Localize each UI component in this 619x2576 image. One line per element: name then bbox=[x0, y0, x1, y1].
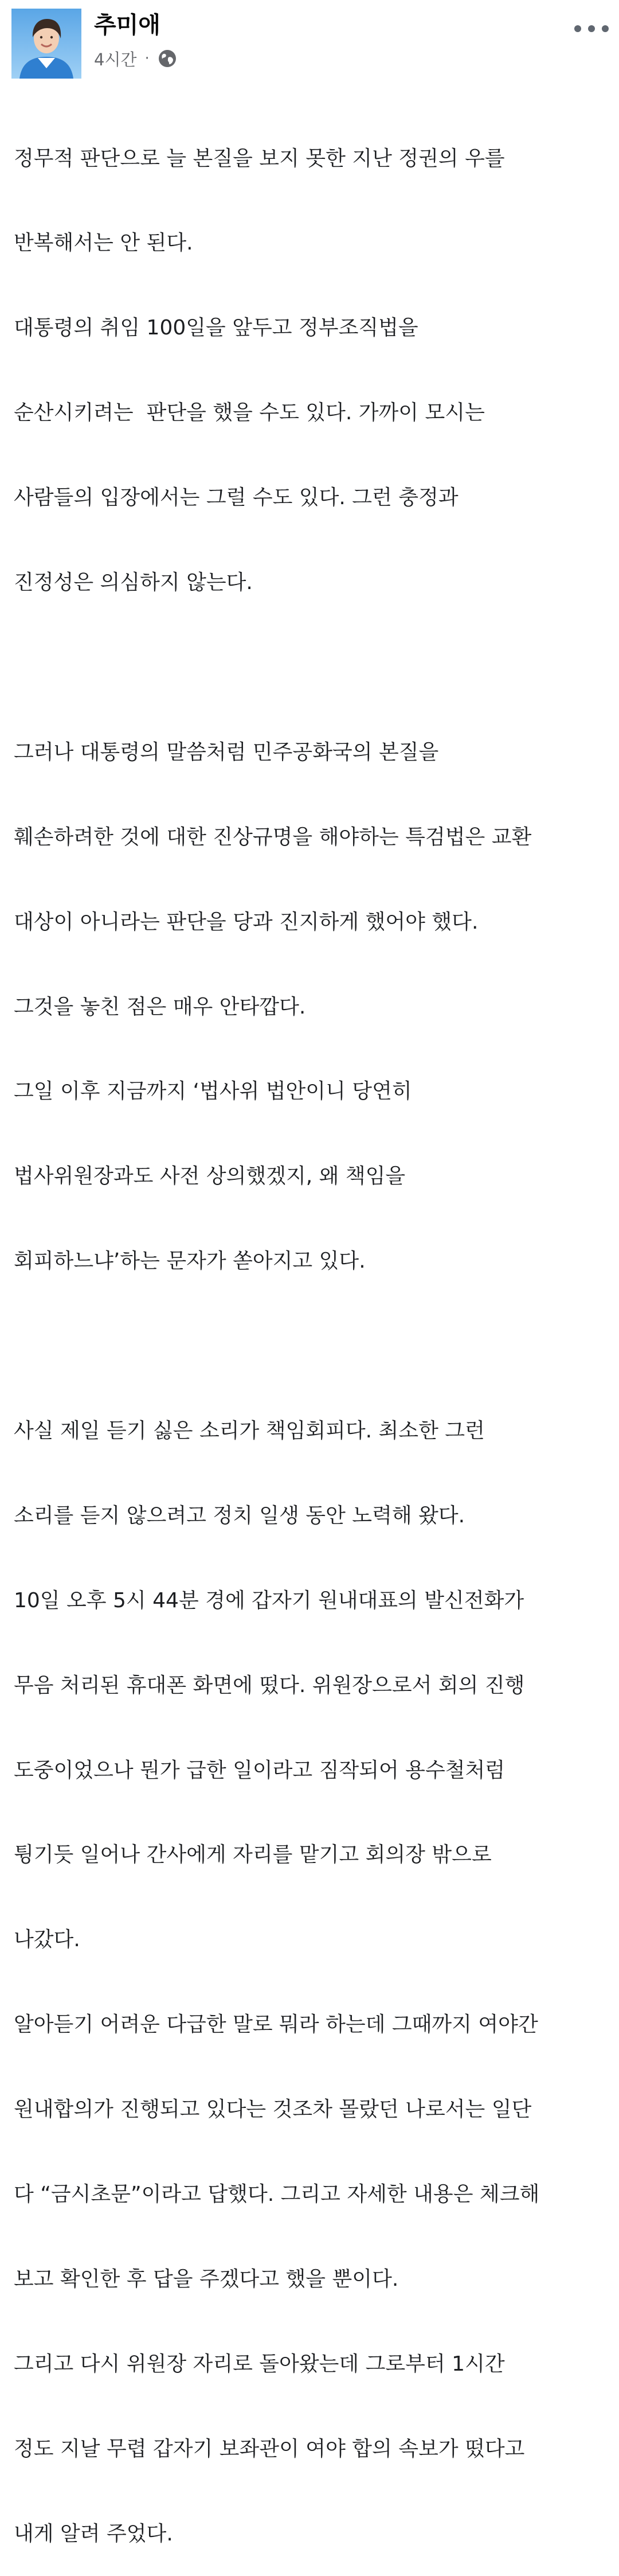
more-dot bbox=[574, 25, 581, 32]
more-dot bbox=[588, 25, 595, 32]
post-text-line: 반복해서는 안 된다. bbox=[14, 231, 193, 255]
post-text-line: 그것을 놓친 점은 매우 안타깝다. bbox=[14, 995, 306, 1019]
post-time[interactable]: 4시간 bbox=[94, 49, 137, 69]
post-text-line: 사람들의 입장에서는 그럴 수도 있다. 그런 충정과 bbox=[14, 486, 459, 510]
post-text-line: 회피하느냐’하는 문자가 쏟아지고 있다. bbox=[14, 1249, 366, 1273]
post-text-line: 순산시키려는 판단을 했을 수도 있다. 가까이 모시는 bbox=[14, 401, 485, 425]
post-body bbox=[14, 88, 610, 2576]
post-text-line: 10일 오후 5시 44분 경에 갑자기 원내대표의 발신전화가 bbox=[14, 1588, 524, 1612]
more-options-icon[interactable] bbox=[574, 17, 609, 40]
post-text-line: 튕기듯 일어나 간사에게 자리를 맡기고 회의장 밖으로 bbox=[14, 1843, 492, 1867]
author-avatar[interactable] bbox=[11, 9, 81, 79]
meta-separator: · bbox=[144, 50, 150, 67]
globe-icon[interactable] bbox=[158, 49, 177, 68]
post-meta bbox=[94, 46, 177, 71]
post-text-line: 대통령의 취임 100일을 앞두고 정부조직법을 bbox=[14, 316, 418, 340]
more-dot bbox=[602, 25, 609, 32]
post-text-line: 그리고 다시 위원장 자리로 돌아왔는데 그로부터 1시간 bbox=[14, 2352, 505, 2376]
post-text-line: 무음 처리된 휴대폰 화면에 떴다. 위원장으로서 회의 진행 bbox=[14, 1673, 525, 1697]
post-text-line: 사실 제일 듣기 싫은 소리가 책임회피다. 최소한 그런 bbox=[14, 1418, 485, 1443]
post-text-line: 알아듣기 어려운 다급한 말로 뭐라 하는데 그때까지 여야간 bbox=[14, 2013, 538, 2037]
avatar-photo bbox=[11, 9, 81, 79]
post-text-line: 다 “금시초문”이라고 답했다. 그리고 자세한 내용은 체크해 bbox=[14, 2182, 540, 2206]
post-text-line: 정도 지날 무렵 갑자기 보좌관이 여야 합의 속보가 떴다고 bbox=[14, 2437, 525, 2461]
post-text-line: 도중이었으나 뭔가 급한 일이라고 짐작되어 용수철처럼 bbox=[14, 1758, 506, 1782]
post-text-line: 원내합의가 진행되고 있다는 것조차 몰랐던 나로서는 일단 bbox=[14, 2098, 532, 2122]
post-text-line: 대상이 아니라는 판단을 당과 진지하게 했어야 했다. bbox=[14, 910, 479, 934]
post-text-line: 소리를 듣지 않으려고 정치 일생 동안 노력해 왔다. bbox=[14, 1503, 465, 1527]
post-text-line: 그러나 대통령의 말씀처럼 민주공화국의 본질을 bbox=[14, 740, 439, 764]
post-header bbox=[0, 0, 619, 80]
post-text-line: 보고 확인한 후 답을 주겠다고 했을 뿐이다. bbox=[14, 2267, 399, 2291]
post-text-line: 훼손하려한 것에 대한 진상규명을 해야하는 특검법은 교환 bbox=[14, 825, 532, 849]
post-text-line: 진정성은 의심하지 않는다. bbox=[14, 571, 253, 595]
author-name[interactable]: 추미애 bbox=[94, 12, 160, 38]
post-text-line bbox=[14, 1332, 610, 1360]
post-text-line: 내게 알려 주었다. bbox=[14, 2522, 173, 2546]
post-text-line bbox=[14, 653, 610, 681]
post-text-line: 그일 이후 지금까지 ‘법사위 법안이니 당연히 bbox=[14, 1079, 412, 1104]
post-text-line: 나갔다. bbox=[14, 1928, 80, 1952]
post-text-line: 법사위원장과도 사전 상의했겠지, 왜 책임을 bbox=[14, 1164, 406, 1188]
post-text-line: 정무적 판단으로 늘 본질을 보지 못한 지난 정권의 우를 bbox=[14, 146, 505, 170]
